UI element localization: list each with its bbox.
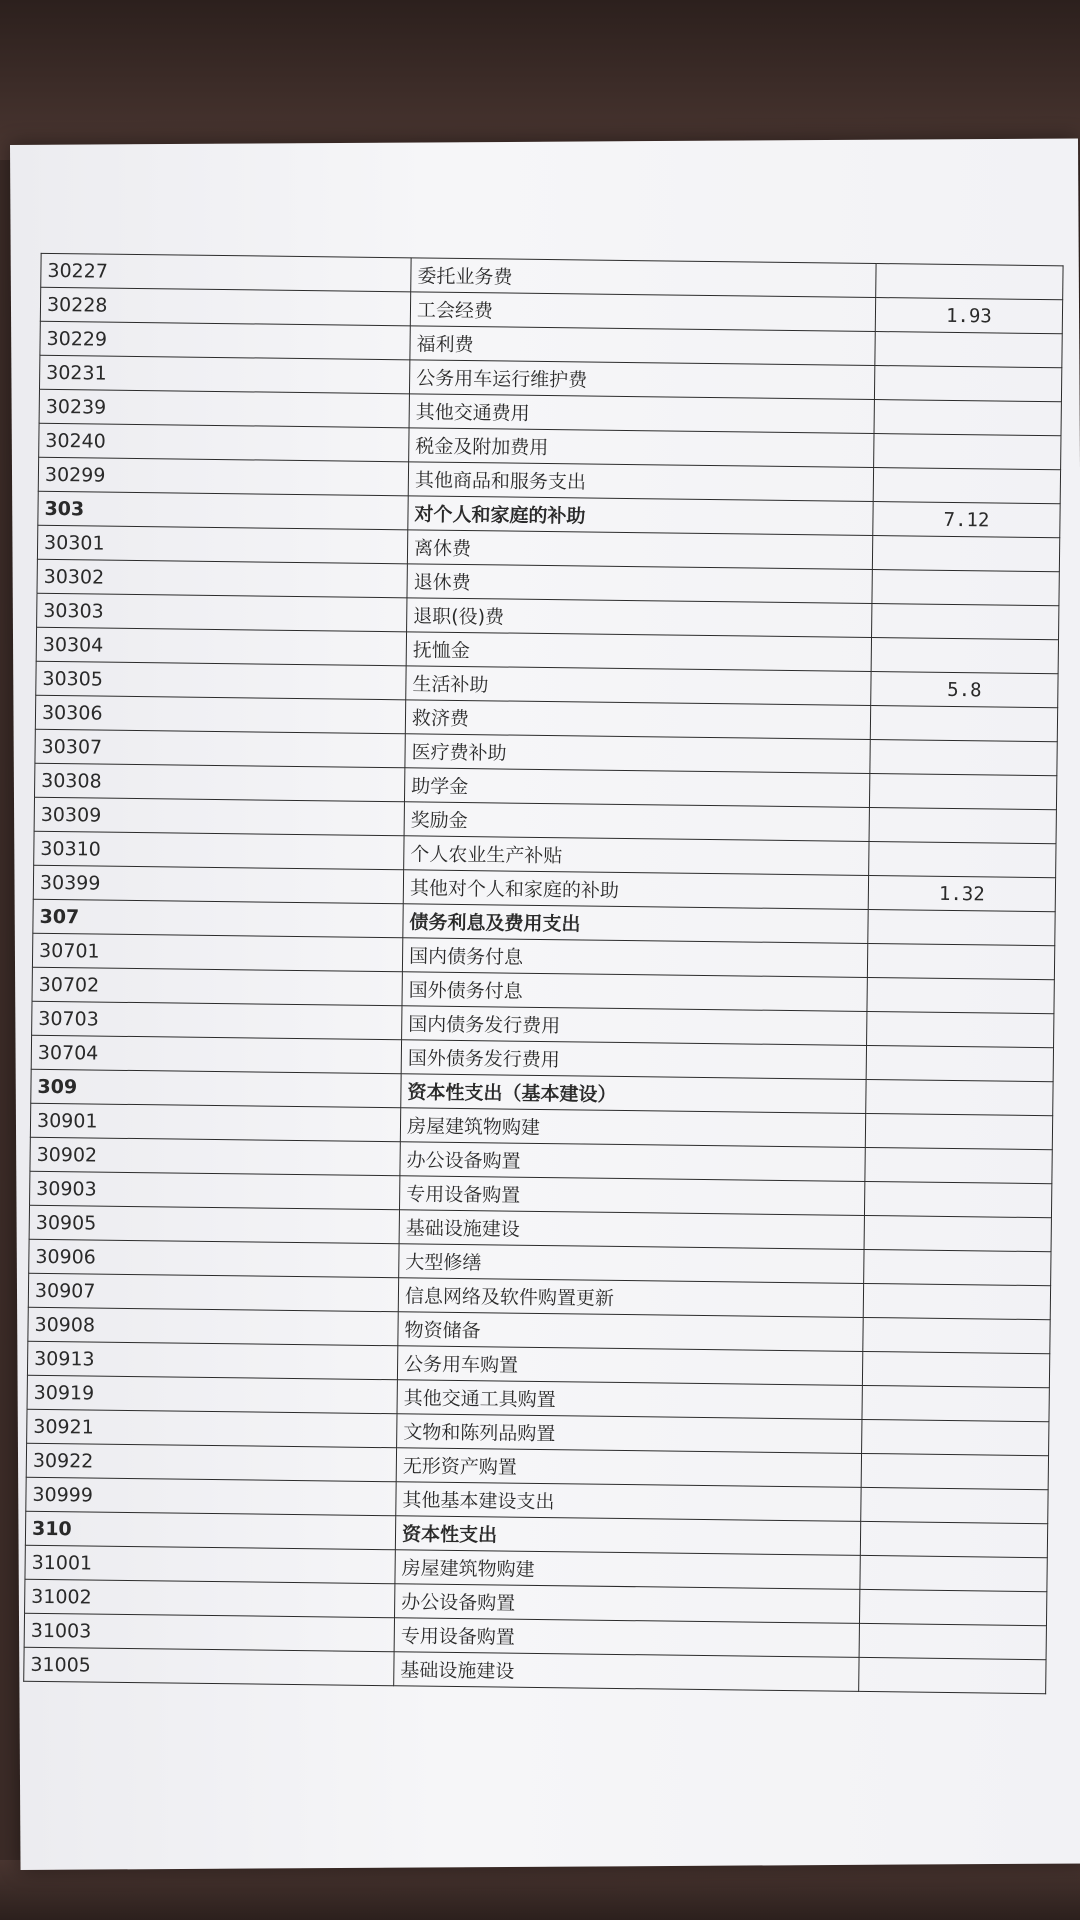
amount-cell — [864, 1215, 1051, 1251]
amount-cell — [876, 264, 1063, 300]
name-cell: 办公设备购置 — [400, 1142, 865, 1182]
amount-cell — [859, 1623, 1046, 1659]
amount-cell — [869, 841, 1056, 877]
amount-cell — [866, 1079, 1053, 1115]
name-cell: 信息网络及软件购置更新 — [398, 1278, 863, 1318]
code-cell: 30240 — [39, 423, 409, 462]
amount-cell — [863, 1317, 1050, 1353]
amount-cell — [867, 943, 1054, 979]
name-cell: 对个人和家庭的补助 — [408, 496, 873, 536]
code-cell: 30704 — [31, 1035, 401, 1074]
amount-cell — [865, 1113, 1052, 1149]
code-cell: 30702 — [32, 967, 402, 1006]
amount-cell — [871, 637, 1058, 673]
code-cell: 30999 — [26, 1477, 396, 1516]
name-cell: 其他商品和服务支出 — [408, 462, 873, 502]
amount-cell — [864, 1249, 1051, 1285]
code-cell: 30919 — [27, 1375, 397, 1414]
name-cell: 债务利息及费用支出 — [403, 904, 868, 944]
code-cell: 30307 — [35, 729, 405, 768]
name-cell: 资本性支出（基本建设） — [401, 1074, 866, 1114]
code-cell: 30302 — [37, 559, 407, 598]
name-cell: 委托业务费 — [411, 258, 876, 298]
code-cell: 30901 — [30, 1103, 400, 1142]
code-cell: 307 — [33, 899, 403, 938]
amount-cell — [870, 739, 1057, 775]
amount-cell — [870, 705, 1057, 741]
amount-cell: 5.8 — [871, 671, 1058, 707]
amount-cell — [872, 603, 1059, 639]
amount-cell — [869, 807, 1056, 843]
code-cell: 30228 — [40, 287, 410, 326]
name-cell: 基础设施建设 — [394, 1652, 859, 1692]
amount-cell — [860, 1521, 1047, 1557]
amount-cell — [872, 569, 1059, 605]
code-cell: 30922 — [26, 1443, 396, 1482]
code-cell: 30902 — [30, 1137, 400, 1176]
name-cell: 退休费 — [407, 564, 872, 604]
code-cell: 30905 — [29, 1205, 399, 1244]
code-cell: 30304 — [36, 627, 406, 666]
name-cell: 专用设备购置 — [394, 1618, 859, 1658]
code-cell: 30907 — [28, 1273, 398, 1312]
code-cell: 30305 — [36, 661, 406, 700]
code-cell: 30301 — [37, 525, 407, 564]
code-cell: 30227 — [41, 253, 411, 292]
code-cell: 303 — [38, 491, 408, 530]
name-cell: 专用设备购置 — [399, 1176, 864, 1216]
amount-cell — [873, 468, 1060, 504]
amount-cell — [874, 366, 1061, 402]
code-cell: 30310 — [34, 831, 404, 870]
name-cell: 办公设备购置 — [395, 1584, 860, 1624]
amount-cell — [867, 977, 1054, 1013]
amount-cell — [868, 909, 1055, 945]
code-cell: 31003 — [24, 1613, 394, 1652]
name-cell: 其他交通费用 — [409, 394, 874, 434]
budget-expenditure-table — [23, 253, 1063, 1694]
name-cell: 个人农业生产补贴 — [404, 836, 869, 876]
name-cell: 抚恤金 — [406, 632, 871, 672]
name-cell: 国外债务付息 — [402, 972, 867, 1012]
name-cell: 房屋建筑物购建 — [400, 1108, 865, 1148]
name-cell: 公务用车购置 — [397, 1346, 862, 1386]
code-cell: 30906 — [29, 1239, 399, 1278]
code-cell: 31002 — [25, 1579, 395, 1618]
code-cell: 30306 — [35, 695, 405, 734]
name-cell: 福利费 — [410, 326, 875, 366]
code-cell: 31001 — [25, 1545, 395, 1584]
amount-cell — [874, 400, 1061, 436]
amount-cell — [863, 1283, 1050, 1319]
name-cell: 税金及附加费用 — [409, 428, 874, 468]
name-cell: 无形资产购置 — [396, 1448, 861, 1488]
name-cell: 工会经费 — [410, 292, 875, 332]
code-cell: 30303 — [37, 593, 407, 632]
amount-cell — [875, 332, 1062, 368]
amount-cell — [859, 1657, 1046, 1693]
paper-sheet — [10, 138, 1080, 1869]
code-cell: 309 — [31, 1069, 401, 1108]
amount-cell: 7.12 — [873, 502, 1060, 538]
name-cell: 医疗费补助 — [405, 734, 870, 774]
amount-cell — [861, 1487, 1048, 1523]
code-cell: 30908 — [28, 1307, 398, 1346]
code-cell: 310 — [25, 1511, 395, 1550]
name-cell: 救济费 — [405, 700, 870, 740]
code-cell: 30239 — [39, 389, 409, 428]
code-cell: 30913 — [27, 1341, 397, 1380]
name-cell: 文物和陈列品购置 — [397, 1414, 862, 1454]
table-container — [23, 253, 1062, 1694]
name-cell: 退职(役)费 — [407, 598, 872, 638]
amount-cell — [861, 1453, 1048, 1489]
name-cell: 助学金 — [404, 768, 869, 808]
amount-cell — [865, 1147, 1052, 1183]
amount-cell — [864, 1181, 1051, 1217]
amount-cell — [862, 1419, 1049, 1455]
amount-cell — [869, 773, 1056, 809]
code-cell: 30309 — [34, 797, 404, 836]
code-cell: 30703 — [32, 1001, 402, 1040]
name-cell: 奖励金 — [404, 802, 869, 842]
name-cell: 其他对个人和家庭的补助 — [403, 870, 868, 910]
name-cell: 离休费 — [407, 530, 872, 570]
code-cell: 30399 — [33, 865, 403, 904]
amount-cell — [862, 1385, 1049, 1421]
code-cell: 30921 — [27, 1409, 397, 1448]
name-cell: 其他交通工具购置 — [397, 1380, 862, 1420]
amount-cell — [866, 1045, 1053, 1081]
name-cell: 基础设施建设 — [399, 1210, 864, 1250]
name-cell: 国外债务发行费用 — [401, 1040, 866, 1080]
amount-cell — [859, 1589, 1046, 1625]
code-cell: 30229 — [40, 321, 410, 360]
amount-cell: 1.32 — [868, 875, 1055, 911]
name-cell: 其他基本建设支出 — [396, 1482, 861, 1522]
name-cell: 生活补助 — [406, 666, 871, 706]
code-cell: 30308 — [35, 763, 405, 802]
name-cell: 国内债务发行费用 — [402, 1006, 867, 1046]
name-cell: 房屋建筑物购建 — [395, 1550, 860, 1590]
code-cell: 30903 — [30, 1171, 400, 1210]
amount-cell — [872, 536, 1059, 572]
amount-cell — [860, 1555, 1047, 1591]
amount-cell: 1.93 — [875, 298, 1062, 334]
amount-cell — [874, 434, 1061, 470]
code-cell: 30299 — [38, 457, 408, 496]
code-cell: 30231 — [39, 355, 409, 394]
name-cell: 物资储备 — [398, 1312, 863, 1352]
table-surface-top — [0, 0, 1080, 160]
name-cell: 大型修缮 — [399, 1244, 864, 1284]
name-cell: 公务用车运行维护费 — [409, 360, 874, 400]
name-cell: 资本性支出 — [395, 1516, 860, 1556]
amount-cell — [867, 1011, 1054, 1047]
code-cell: 30701 — [32, 933, 402, 972]
name-cell: 国内债务付息 — [402, 938, 867, 978]
code-cell: 31005 — [24, 1647, 394, 1686]
amount-cell — [862, 1351, 1049, 1387]
table-body — [24, 253, 1063, 1693]
